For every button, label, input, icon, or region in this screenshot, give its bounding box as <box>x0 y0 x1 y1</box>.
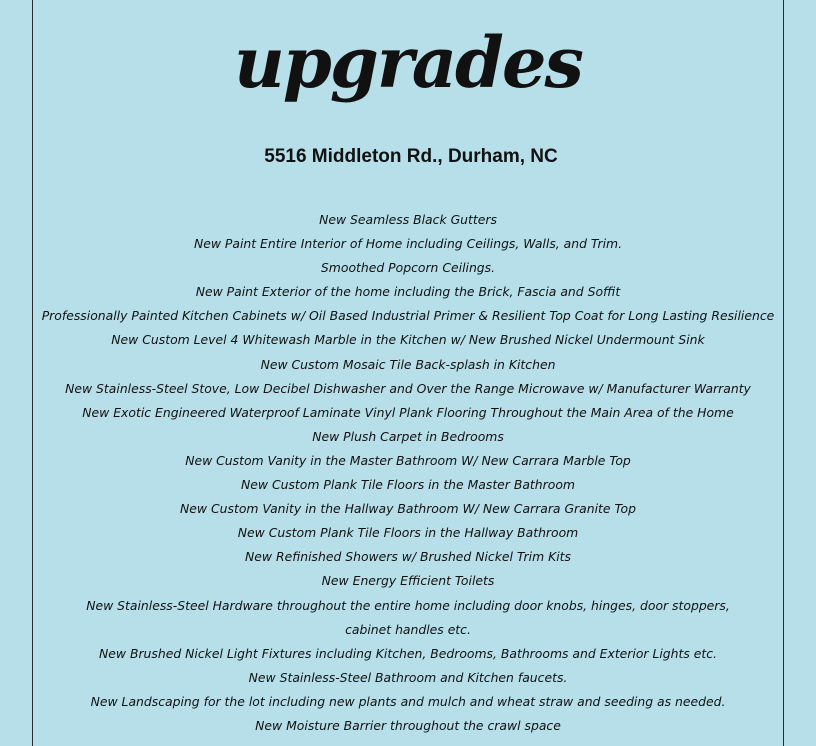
list-item: New Custom Level 4 Whitewash Marble in the Kitchen w/ New Brushed Nickel Undermount Sink <box>111 332 705 348</box>
list-item: New Paint Exterior of the home including the Brick, Fascia and Soffit <box>195 284 621 300</box>
list-item: New Energy Efficient Toilets <box>321 573 495 589</box>
list-item: Smoothed Popcorn Ceilings. <box>320 260 496 276</box>
list-item: New Seamless Black Gutters <box>319 212 497 227</box>
list-item: New Custom Plank Tile Floors in the Hallway Bathroom <box>237 525 579 541</box>
list-item: New Custom Vanity in the Master Bathroom W/ New Carrara Marble Top <box>185 452 631 468</box>
list-item: New Plush Carpet in Bedrooms <box>312 428 504 444</box>
list-item: New Custom Vanity in the Hallway Bathroom W/ New Carrara Granite Top <box>180 501 636 517</box>
page-title: upgrades <box>234 21 582 104</box>
list-item: New Paint Entire Interior of Home including Ceilings, Walls, and Trim. <box>193 236 623 252</box>
page-right-border <box>783 0 784 746</box>
list-item: New Custom Mosaic Tile Back-splash in Kitchen <box>260 356 556 372</box>
list-item: New Refinished Showers w/ Brushed Nickel Trim Kits <box>245 549 571 565</box>
list-item: Professionally Painted Kitchen Cabinets w/ Oil Based Industrial Primer & Resilient Top Coat for Long Lasting Resilience <box>41 308 775 324</box>
list-item: New Landscaping for the lot including new plants and mulch and wheat straw and seeding as needed. <box>90 693 726 709</box>
page-left-border <box>32 0 33 746</box>
list-item: New Stainless-Steel Stove, Low Decibel Dishwasher and Over the Range Microwave w/ Manufacturer Warranty <box>65 380 751 396</box>
property-address: 5516 Middleton Rd., Durham, NC <box>264 146 558 167</box>
list-item-continuation: cabinet handles etc. <box>345 621 471 637</box>
upgrades-list <box>40 208 776 738</box>
list-item: New Exotic Engineered Waterproof Laminate Vinyl Plank Flooring Throughout the Main Area of the Home <box>82 404 734 420</box>
list-item: New Stainless-Steel Hardware throughout the entire home including door knobs, hinges, door stoppers, <box>86 597 730 613</box>
list-item: New Brushed Nickel Light Fixtures including Kitchen, Bedrooms, Bathrooms and Exterior Lights etc. <box>98 645 717 661</box>
list-item: New Custom Plank Tile Floors in the Master Bathroom <box>241 477 575 493</box>
list-item: New Moisture Barrier throughout the crawl space <box>255 717 561 733</box>
list-item: New Stainless-Steel Bathroom and Kitchen faucets. <box>248 669 568 685</box>
